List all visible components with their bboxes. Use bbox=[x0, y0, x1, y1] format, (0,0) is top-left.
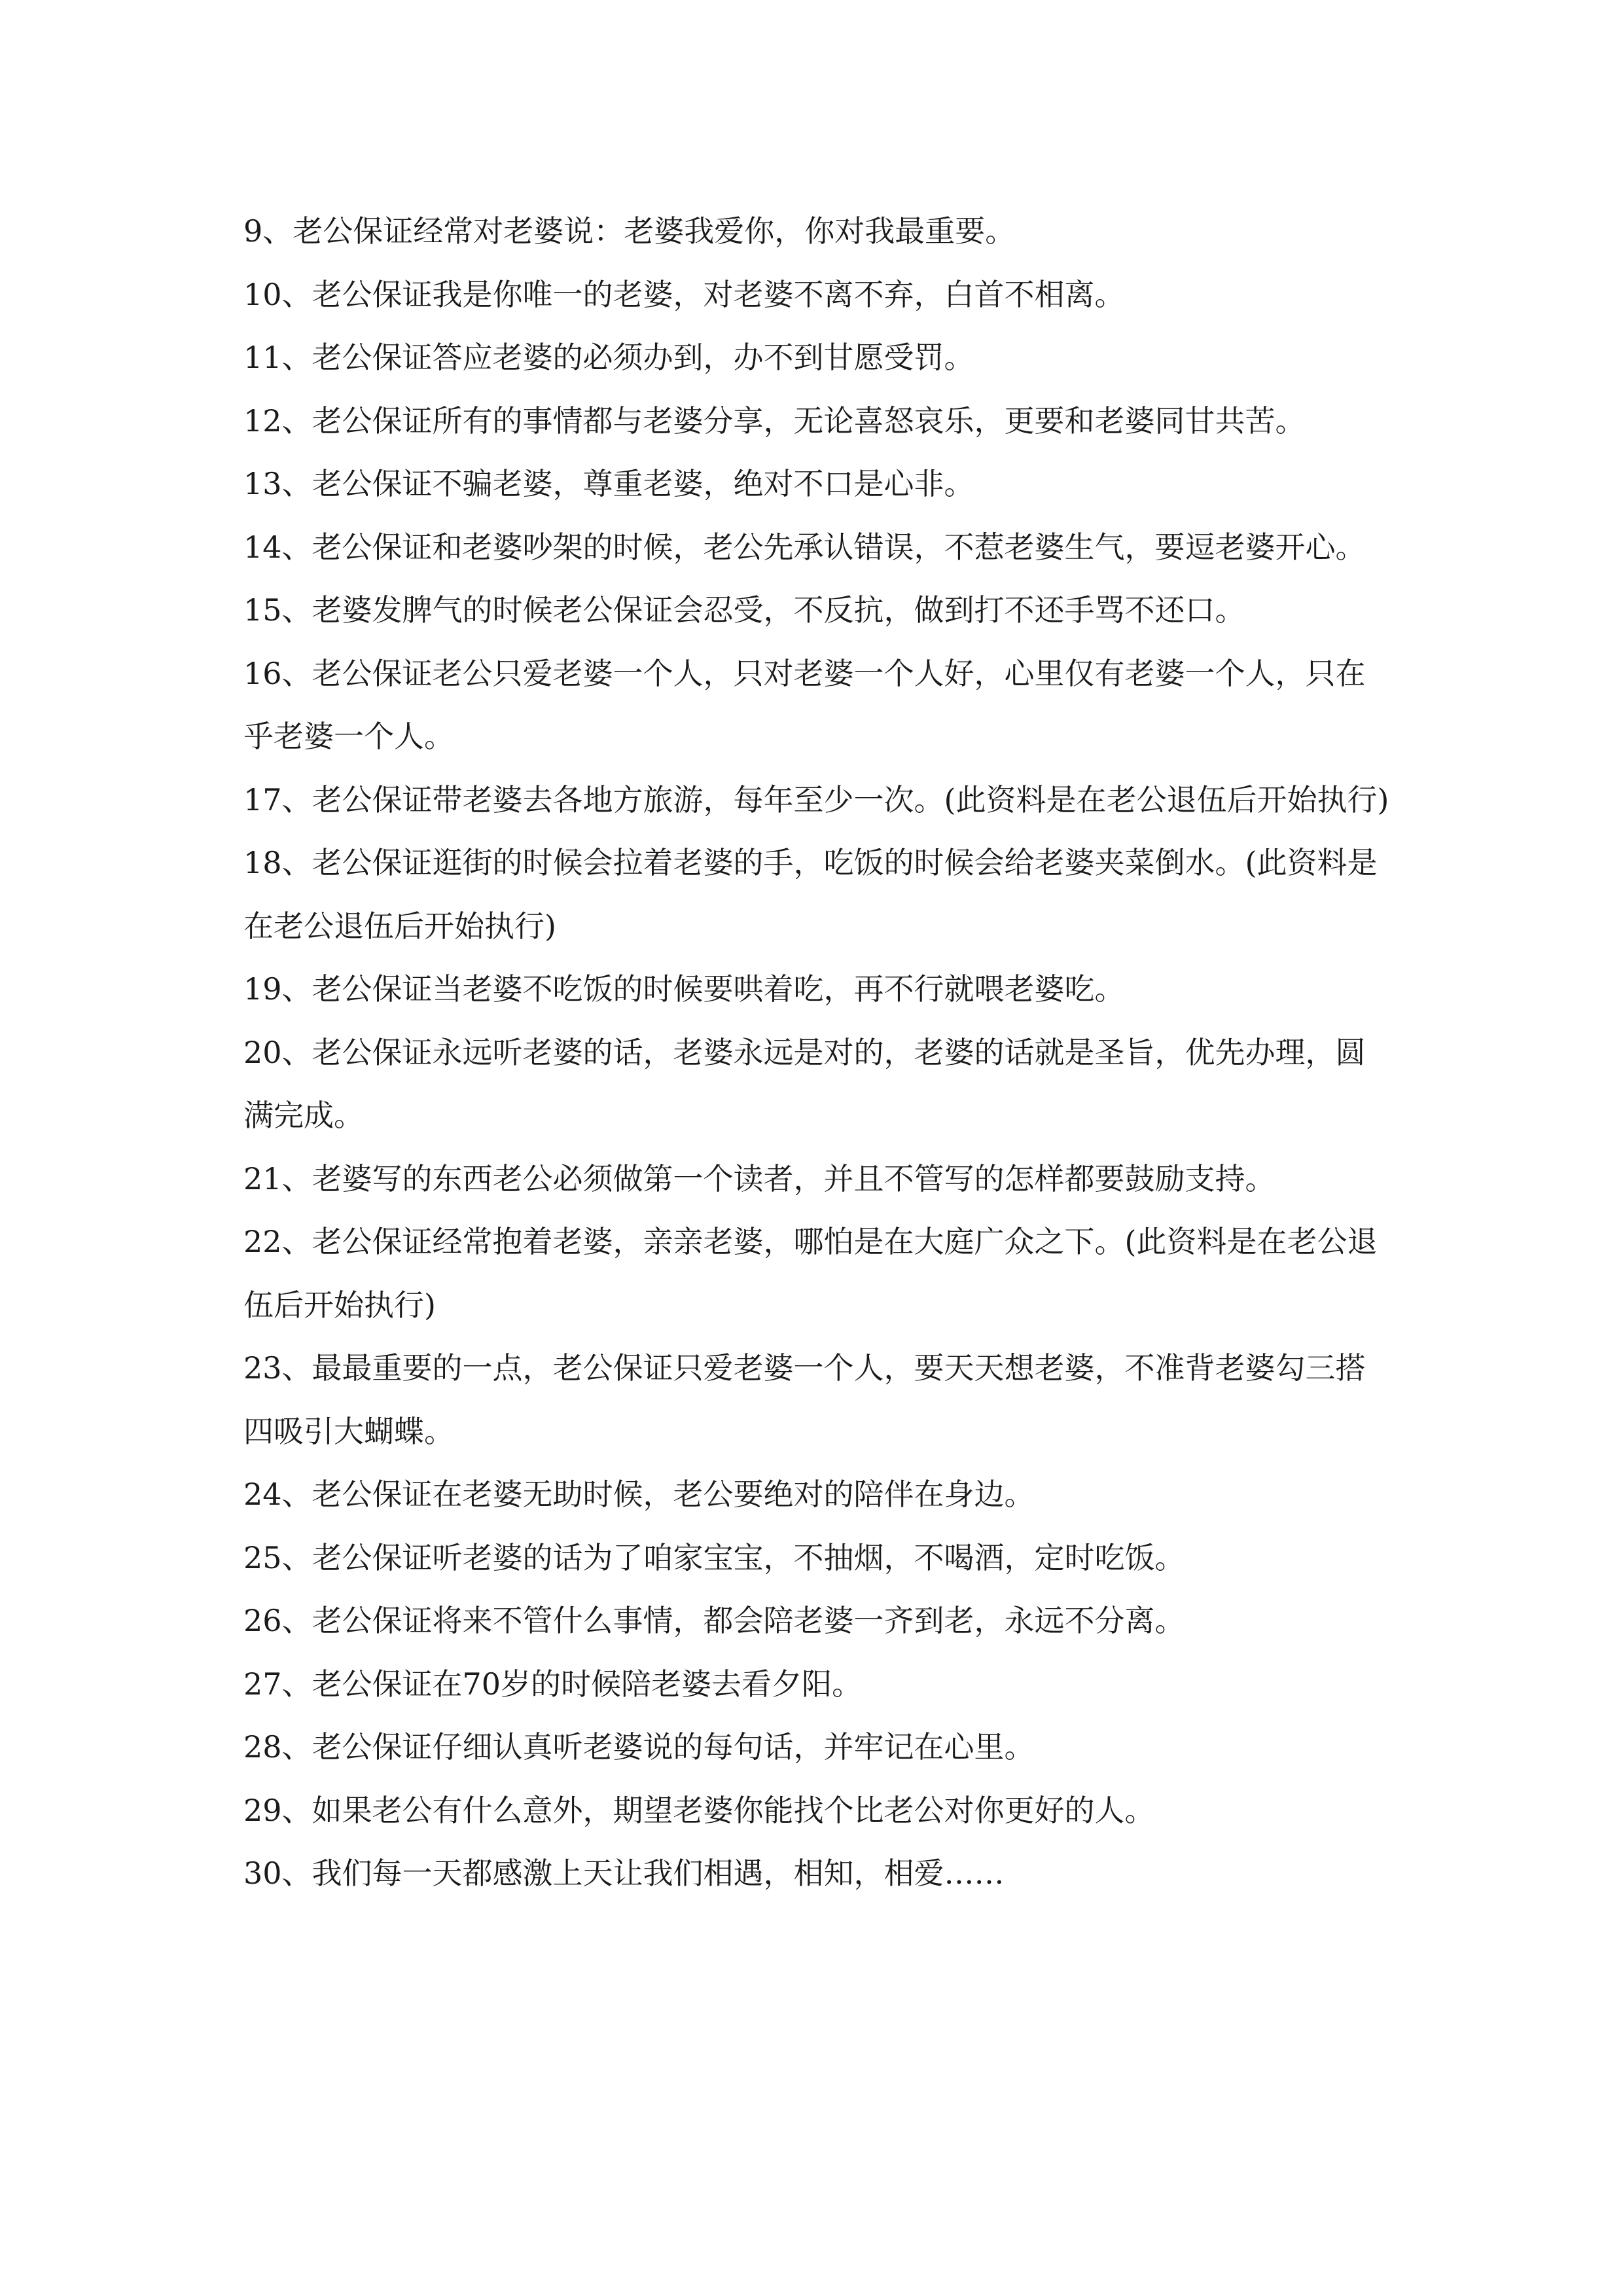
list-item: 24、老公保证在老婆无助时候，老公要绝对的陪伴在身边。 bbox=[243, 1477, 1035, 1512]
list-item: 21、老婆写的东西老公必须做第一个读者，并且不管写的怎样都要鼓励支持。 bbox=[243, 1160, 1275, 1196]
list-item: 13、老公保证不骗老婆，尊重老婆，绝对不口是心非。 bbox=[243, 466, 974, 501]
list-item: 15、老婆发脾气的时候老公保证会忍受，不反抗，做到打不还手骂不还口。 bbox=[243, 592, 1245, 628]
list-item: 19、老公保证当老婆不吃饭的时候要哄着吃，再不行就喂老婆吃。 bbox=[243, 971, 1125, 1007]
list-item: 18、老公保证逛街的时候会拉着老婆的手，吃饭的时候会给老婆夹菜倒水。(此资料是在老公退伍后开始执行) bbox=[243, 845, 1378, 944]
list-item: 28、老公保证仔细认真听老婆说的每句话，并牢记在心里。 bbox=[243, 1729, 1035, 1765]
document-body bbox=[243, 200, 1395, 1905]
list-item: 26、老公保证将来不管什么事情，都会陪老婆一齐到老，永远不分离。 bbox=[243, 1603, 1185, 1638]
list-item: 14、老公保证和老婆吵架的时候，老公先承认错误，不惹老婆生气，要逗老婆开心。 bbox=[243, 529, 1366, 565]
list-item: 27、老公保证在70岁的时候陪老婆去看夕阳。 bbox=[243, 1666, 863, 1702]
list-item: 11、老公保证答应老婆的必须办到，办不到甘愿受罚。 bbox=[243, 340, 974, 375]
list-item: 17、老公保证带老婆去各地方旅游，每年至少一次。(此资料是在老公退伍后开始执行) bbox=[243, 781, 1389, 817]
list-item: 23、最最重要的一点，老公保证只爱老婆一个人，要天天想老婆，不准背老婆勾三搭四吸引大蝴蝶。 bbox=[243, 1350, 1366, 1449]
list-item: 29、如果老公有什么意外，期望老婆你能找个比老公对你更好的人。 bbox=[243, 1792, 1155, 1828]
list-item: 16、老公保证老公只爱老婆一个人，只对老婆一个人好，心里仅有老婆一个人，只在乎老婆一个人。 bbox=[243, 655, 1366, 754]
list-item: 30、我们每一天都感激上天让我们相遇，相知，相爱…… bbox=[243, 1856, 1005, 1891]
list-item: 25、老公保证听老婆的话为了咱家宝宝，不抽烟，不喝酒，定时吃饭。 bbox=[243, 1539, 1185, 1575]
list-item: 10、老公保证我是你唯一的老婆，对老婆不离不弃，白首不相离。 bbox=[243, 276, 1125, 312]
list-item: 20、老公保证永远听老婆的话，老婆永远是对的，老婆的话就是圣旨，优先办理，圆满完成。 bbox=[243, 1034, 1366, 1133]
list-item: 12、老公保证所有的事情都与老婆分享，无论喜怒哀乐，更要和老婆同甘共苦。 bbox=[243, 403, 1306, 439]
list-item: 9、老公保证经常对老婆说：老婆我爱你，你对我最重要。 bbox=[243, 213, 1016, 249]
list-item: 22、老公保证经常抱着老婆，亲亲老婆，哪怕是在大庭广众之下。(此资料是在老公退伍后开始执行) bbox=[243, 1224, 1378, 1323]
